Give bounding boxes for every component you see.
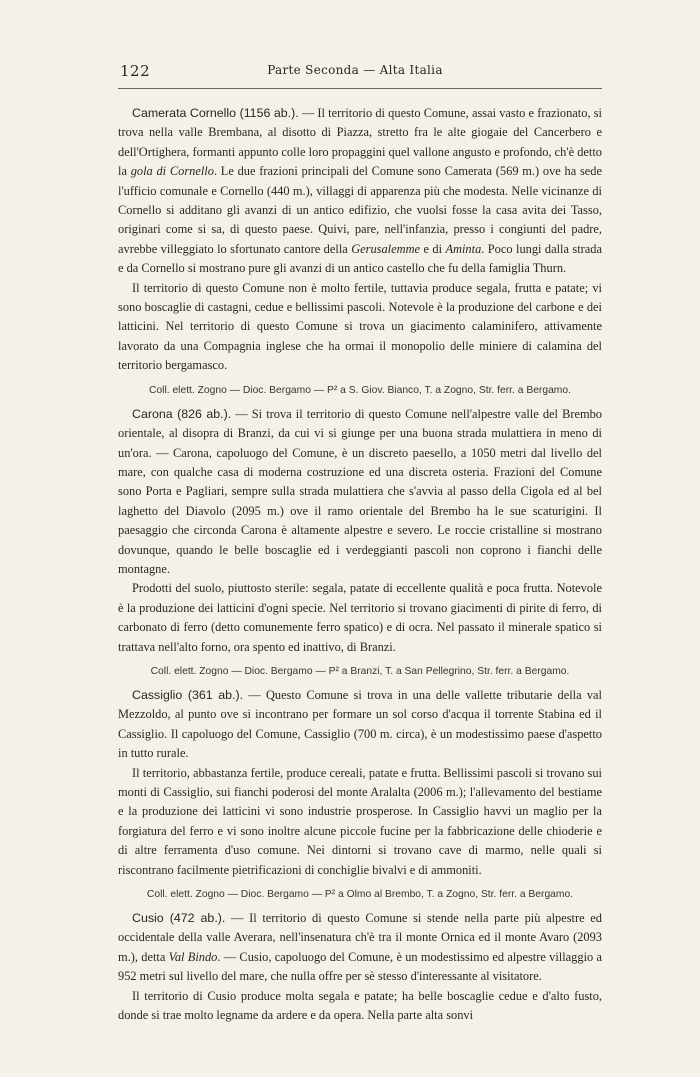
- entry-paragraph: [118, 405, 602, 580]
- page-number: 122: [120, 62, 151, 80]
- italic-text: gola di Cornello: [130, 164, 214, 179]
- page-header: [120, 62, 590, 82]
- entry-paragraph: [118, 909, 602, 987]
- header-rule: [118, 88, 602, 89]
- entry-note: Coll. elett. Zogno — Dioc. Bergamo — P² a S. Giov. Bianco, T. a Zogno, Str. ferr. a Bergamo.: [149, 384, 571, 396]
- entry-note: Coll. elett. Zogno — Dioc. Bergamo — P² a Branzi, T. a San Pellegrino, Str. ferr. a Bergamo.: [150, 665, 570, 677]
- paragraph-text: . Poco lungi dalla strada e da Cornello si mostrano pure gli avanzi di un antico castello che fu della famiglia Thurn.: [118, 241, 602, 276]
- entry-cusio: [118, 909, 602, 1025]
- entry-camerata-cornello: [118, 104, 602, 376]
- entry-heading: Cusio (472 ab.).: [132, 911, 226, 926]
- paragraph-text: . — Cusio, capoluogo del Comune, è un modestissimo ed alpestre villaggio a 952 metri sul livello del mare, che nulla offre per sè stesso d'interessante al visitatore.: [118, 949, 603, 984]
- entry-note: Coll. elett. Zogno — Dioc. Bergamo — P² a Olmo al Brembo, T. a Zogno, Str. ferr. a Bergamo.: [146, 889, 574, 901]
- entry-paragraph: Il territorio di Cusio produce molta segala e patate; ha belle boscaglie cedue e d'alto fusto, donde si trae molto legname da ardere e da opera. Nella parte alta sonvi: [118, 988, 602, 1023]
- paragraph-text: — Questo Comune si trova in una delle vallette tributarie della val Mezzoldo, al punto ove si incontrano per formare un sol corso d'acqua il torrente Stabina ed il Cassiglio. Il capoluogo del Comune, Cassiglio (700 m. circa), è un modestissimo paese d'aspetto in tutto rurale.: [118, 687, 603, 761]
- entry-paragraph: [118, 104, 602, 279]
- paragraph-text: e di: [420, 241, 446, 256]
- entry-heading: Cassiglio (361 ab.).: [132, 687, 244, 702]
- paragraph-text: . Le due frazioni principali del Comune sono Camerata (569 m.) ove ha sede l'ufficio comunale e Cornello (440 m.), villaggi di apparenza più che modesta. Nelle vicinanze di Cornello si additano gli avanzi di un antico edifizio, che vuolsi fosse la casa avita dei Tasso, originari come si sa, di questo paese. Quivi, pare, nell'infanzia, presso i congiunti del padre, avrebbe villeggiato lo sfortunato cantore della: [118, 164, 602, 256]
- paragraph-text: — Si trova il territorio di questo Comune nell'alpestre valle del Brembo orientale, al disopra di Branzi, da cui vi si giunge per una buona strada mulattiera in meno di un'ora. — Carona, capoluogo del Comune, è un discreto paesello, a 1050 metri dal livello del mare, con qualche casa di moderna costruzione ed una discreta osteria. Frazioni del Comune sono Porta e Pagliari, sempre sulla strada mulattiera che s'avvia al passo della Cigola ed al bel laghetto del Diavolo (2095 m.) ove il ramo orientale del Brembo ha le sue scaturigini. Il paesaggio che circonda Carona è altamente alpestre e severo. Le roccie cristalline si mostrano dovunque, quando le belle boscaglie ed i verdeggianti pascoli non coprono i fianchi delle montagne.: [118, 406, 602, 576]
- running-head: Parte Seconda — Alta Italia: [267, 63, 443, 77]
- entry-paragraph: Prodotti del suolo, piuttosto sterile: segala, patate di eccellente qualità e poca frutta. Notevole è la produzione dei latticini d'ogni specie. Nel territorio si trovano giacimenti di pirite di ferro, di carbonato di ferro (detto comunemente ferro spatico) e di ocra. Nel passato il minerale spatico si trattava nell'alto forno, ora spento ed inattivo, di Branzi.: [118, 581, 602, 654]
- entry-paragraph: Il territorio di questo Comune non è molto fertile, tuttavia produce segala, frutta e patate; vi sono boscaglie di castagni, cedue e bellissimi pascoli. Notevole è la produzione del carbone e dei latticini. Nel territorio di questo Comune si trova un giacimento calaminifero, attivamente lavorato da una Compagnia inglese che ha ormai il monopolio delle miniere di calamina del territorio bergamasco.: [118, 280, 602, 373]
- entry-heading: Camerata Cornello (1156 ab.).: [132, 106, 299, 120]
- entry-carona: [118, 405, 602, 657]
- entry-paragraph: [118, 686, 602, 764]
- entry-paragraph: Il territorio, abbastanza fertile, produce cereali, patate e frutta. Bellissimi pascoli si trovano sui monti di Cassiglio, sui fianchi poderosi del monte Aralalta (2006 m.); l'allevamento del bestiame e la produzione dei latticini vi sono industrie prosperose. In Cassiglio havvi un maglio per la forgiatura del ferro e vi sono inoltre alcune piccole fucine per la fabbricazione delle chioderie e di altre ferramenta d'uso comune. Nei dintorni si trovano cave di marmo, nelle quali si riscontrano facilmente pietrificazioni di conchiglie bivalvi e di ammoniti.: [118, 765, 602, 877]
- italic-text: Val Bindo: [168, 949, 218, 964]
- paragraph-text: — Il territorio di questo Comune, assai vasto e frazionato, si trova nella valle Brembana, al disotto di Piazza, stretto fra le alte giogaie del Cancerbero e dell'Ortighera, formanti appunto colle loro propaggini quel vallone angusto e profondo, ch'è detto la: [118, 106, 602, 179]
- page-body: [118, 104, 602, 1032]
- italic-text: Gerusalemme: [351, 241, 421, 256]
- italic-text: Aminta: [445, 241, 482, 256]
- paragraph-text: — Il territorio di questo Comune si stende nella parte più alpestre ed occidentale della valle Averara, nell'insenatura ch'è tra il monte Ornica ed il monte Avaro (2093 m.), detta: [118, 911, 602, 964]
- entry-cassiglio: [118, 686, 602, 880]
- entry-heading: Carona (826 ab.).: [132, 406, 232, 421]
